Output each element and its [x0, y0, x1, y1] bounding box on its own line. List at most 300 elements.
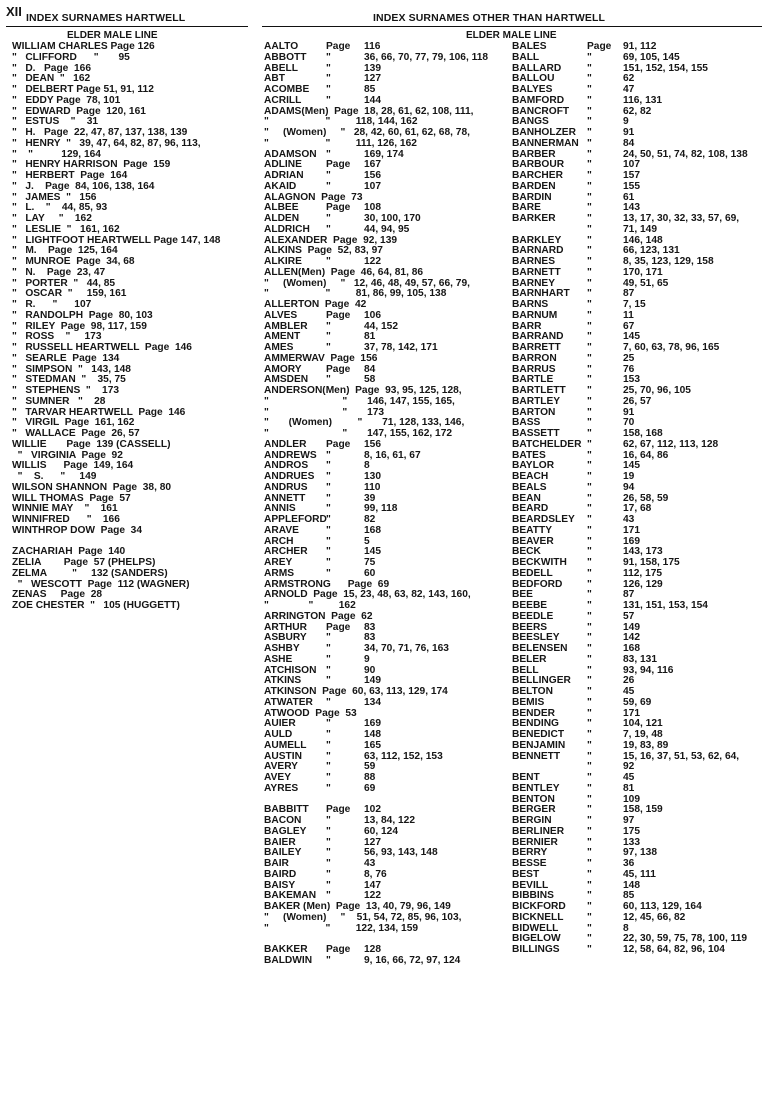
- entry-text: WINNIE MAY " 161: [12, 504, 118, 515]
- entry-text: " RANDOLPH Page 80, 103: [12, 310, 153, 321]
- index-entry: [264, 601, 512, 612]
- page-numbers: 11: [623, 310, 634, 321]
- entry-text: " DEAN " 162: [12, 74, 91, 85]
- index-entry: [12, 279, 258, 290]
- surname: BARKER: [512, 214, 556, 224]
- index-entry: [512, 827, 770, 838]
- index-entry: [264, 494, 512, 505]
- page-marker: ": [326, 515, 331, 525]
- surname-index-column-a: [264, 42, 512, 967]
- surname: ANNIS: [264, 504, 296, 515]
- index-entry: [512, 397, 770, 408]
- index-entry: [512, 451, 770, 462]
- page-numbers: 175: [623, 826, 640, 837]
- index-entry: [264, 752, 512, 763]
- index-entry: [264, 590, 512, 601]
- page-numbers: 104, 121: [623, 719, 663, 730]
- index-entry: [512, 440, 770, 451]
- page-numbers: 156: [364, 171, 381, 181]
- page-marker: ": [587, 418, 592, 429]
- surname: ABBOTT: [264, 52, 307, 63]
- page-marker: ": [587, 934, 592, 945]
- page-numbers: 145: [623, 461, 640, 472]
- page-numbers: 12, 45, 66, 82: [623, 912, 686, 923]
- page-numbers: 60, 113, 129, 164: [623, 902, 702, 912]
- surname: BAGLEY: [264, 826, 307, 837]
- surname: BARDEN: [512, 181, 556, 192]
- index-entry: [264, 74, 512, 85]
- index-entry: [264, 279, 512, 290]
- index-entry: [512, 386, 770, 397]
- surname: BIDWELL: [512, 923, 559, 934]
- page-numbers: 158, 159: [623, 805, 663, 816]
- page-marker: ": [326, 783, 331, 794]
- page-marker: ": [326, 740, 331, 751]
- page-marker: ": [587, 590, 592, 601]
- entry-text: ALLEN(Men) Page 46, 64, 81, 86: [264, 267, 424, 278]
- page-marker: ": [587, 837, 592, 848]
- index-entry: [264, 687, 512, 698]
- index-entry: [264, 418, 512, 429]
- index-entry: [264, 805, 512, 816]
- index-entry: [264, 956, 512, 967]
- page-marker: ": [587, 848, 592, 859]
- page-numbers: 148: [623, 880, 640, 891]
- surname: ATKINS: [264, 676, 302, 687]
- page-marker: ": [587, 310, 592, 321]
- index-entry: [512, 311, 770, 322]
- page-marker: ": [587, 278, 592, 289]
- surname: BERGER: [512, 805, 556, 816]
- surname: BEERS: [512, 622, 548, 633]
- index-entry: [12, 268, 258, 279]
- page-numbers: 87: [623, 590, 635, 601]
- surname: BEE: [512, 590, 533, 601]
- page-marker: ": [587, 246, 592, 257]
- surname: BALL: [512, 52, 540, 63]
- page-numbers: 91: [623, 407, 635, 418]
- page-numbers: 134: [364, 697, 381, 708]
- index-entry: [264, 354, 512, 365]
- index-entry: [512, 687, 770, 698]
- surname: ARCHER: [264, 547, 308, 558]
- page-numbers: 8, 76: [364, 869, 387, 880]
- page-marker: ": [587, 719, 592, 730]
- page-numbers: 26: [623, 676, 635, 687]
- entry-text: " MUNROE Page 34, 68: [12, 257, 135, 267]
- page-marker: ": [326, 450, 331, 461]
- page-marker: ": [326, 719, 331, 730]
- page-numbers: 62, 82: [623, 106, 652, 117]
- page-marker: ": [587, 515, 592, 525]
- surname: AREY: [264, 558, 293, 568]
- page-numbers: 56, 93, 143, 148: [364, 848, 438, 859]
- index-entry: [512, 816, 770, 827]
- surname: BEARDSLEY: [512, 515, 575, 525]
- index-entry: [12, 225, 258, 236]
- page-numbers: 143, 173: [623, 547, 663, 558]
- page-numbers: 25: [623, 353, 635, 364]
- surname: BARNS: [512, 300, 549, 310]
- page-numbers: 126, 129: [623, 579, 663, 590]
- page-marker: ": [587, 826, 592, 837]
- index-entry: [512, 408, 770, 419]
- index-entry: [264, 365, 512, 376]
- page-numbers: 8, 35, 123, 129, 158: [623, 257, 714, 267]
- page-numbers: 156: [364, 439, 381, 450]
- page-marker: ": [587, 95, 592, 106]
- page-numbers: 70: [623, 418, 635, 429]
- page-numbers: 59: [364, 762, 376, 773]
- index-entry: [264, 730, 512, 741]
- index-entry: [264, 408, 512, 419]
- page-numbers: 85: [364, 85, 376, 95]
- left-subheader: ELDER MALE LINE: [67, 30, 158, 41]
- index-entry: [512, 891, 770, 902]
- page-marker: ": [587, 740, 592, 751]
- page-numbers: 81: [623, 783, 635, 794]
- page-marker: ": [587, 149, 592, 160]
- index-entry: [512, 53, 770, 64]
- index-entry: [12, 386, 258, 397]
- page-marker: ": [587, 794, 592, 805]
- surname: BEALS: [512, 482, 547, 493]
- index-entry: [512, 322, 770, 333]
- page-marker: ": [326, 343, 331, 353]
- surname: BAISY: [264, 880, 296, 891]
- index-entry: [12, 472, 258, 483]
- index-entry: [264, 160, 512, 171]
- index-entry: [12, 451, 258, 462]
- page-numbers: 99, 118: [364, 504, 398, 515]
- index-entry: [264, 515, 512, 526]
- surname: BALYES: [512, 85, 553, 95]
- page-numbers: 9: [623, 117, 629, 128]
- index-entry: [12, 150, 258, 161]
- index-entry: [12, 300, 258, 311]
- right-subheader: ELDER MALE LINE: [466, 30, 557, 41]
- surname: AKAID: [264, 181, 297, 192]
- surname: BARRAND: [512, 332, 564, 343]
- page-marker: ": [587, 687, 592, 697]
- surname: ASHE: [264, 654, 293, 665]
- page-numbers: 69, 105, 145: [623, 52, 680, 63]
- surname: BENEDICT: [512, 730, 565, 740]
- surname: BARBER: [512, 149, 556, 160]
- page-marker: ": [587, 912, 592, 923]
- entry-text: " LIGHTFOOT HEARTWELL Page 147, 148: [12, 235, 221, 246]
- entry-text: " WESCOTT Page 112 (WAGNER): [12, 579, 190, 590]
- index-entry: [264, 773, 512, 784]
- surname: BARTLETT: [512, 386, 566, 396]
- index-entry: [12, 397, 258, 408]
- page-numbers: 7, 19, 48: [623, 730, 663, 740]
- index-entry: [512, 881, 770, 892]
- surname: BEAN: [512, 493, 541, 504]
- page-marker: ": [587, 525, 592, 536]
- entry-text: ARNOLD Page 15, 23, 48, 63, 82, 143, 160,: [264, 590, 471, 601]
- index-entry: [512, 139, 770, 150]
- page-numbers: 116: [364, 42, 381, 52]
- surname: AUMELL: [264, 740, 307, 751]
- page-marker: ": [326, 955, 331, 966]
- page-numbers: 83: [364, 622, 376, 633]
- page-numbers: 169, 174: [364, 149, 404, 160]
- surname: BAIR: [264, 859, 289, 869]
- page-marker: ": [587, 579, 592, 590]
- page-numbers: 61: [623, 192, 635, 203]
- surname: BANHOLZER: [512, 128, 576, 138]
- surname: BARNARD: [512, 246, 564, 257]
- page-marker: ": [326, 730, 331, 740]
- index-entry: [264, 698, 512, 709]
- index-entry: [12, 246, 258, 257]
- surname: BABBITT: [264, 805, 309, 816]
- page-marker: ": [326, 85, 331, 95]
- page-numbers: 109: [623, 794, 640, 805]
- surname: BARNUM: [512, 310, 558, 321]
- page-numbers: 85: [623, 891, 635, 902]
- page-numbers: 92: [623, 762, 635, 773]
- index-entry: [264, 784, 512, 795]
- surname: BARNHART: [512, 289, 570, 300]
- index-entry: [264, 709, 512, 720]
- page-numbers: 60: [364, 568, 376, 579]
- index-entry: [512, 945, 770, 956]
- index-entry: [12, 494, 258, 505]
- index-entry: [12, 193, 258, 204]
- entry-text: " EDWARD Page 120, 161: [12, 106, 146, 117]
- page-numbers: 91, 112: [623, 42, 657, 52]
- page-numbers: 91, 158, 175: [623, 558, 680, 568]
- entry-text: " " 122, 134, 159: [264, 923, 419, 934]
- index-entry: [12, 203, 258, 214]
- page-numbers: 149: [623, 622, 640, 633]
- index-entry: [264, 881, 512, 892]
- index-entry: [512, 644, 770, 655]
- index-entry: [264, 451, 512, 462]
- page-marker: ": [326, 891, 331, 902]
- page-marker: ": [587, 321, 592, 332]
- index-entry: [264, 483, 512, 494]
- surname: BARTLEY: [512, 396, 561, 407]
- index-entry: [12, 171, 258, 182]
- page-marker: ": [326, 461, 331, 472]
- page-marker: ": [587, 203, 592, 214]
- index-entry: [264, 171, 512, 182]
- surname: BAMFORD: [512, 95, 565, 106]
- entry-text: ALKINS Page 52, 83, 97: [264, 246, 383, 257]
- index-entry: [264, 655, 512, 666]
- page-numbers: 157: [623, 171, 640, 181]
- index-entry: [12, 558, 258, 569]
- entry-text: " " 81, 86, 99, 105, 138: [264, 289, 447, 300]
- index-entry: [264, 612, 512, 623]
- entry-text: " (Women) " 12, 46, 48, 49, 57, 66, 79,: [264, 278, 470, 289]
- index-entry: [512, 730, 770, 741]
- index-entry: [264, 300, 512, 311]
- page-marker: ": [587, 783, 592, 794]
- index-entry: [264, 838, 512, 849]
- index-entry: [512, 558, 770, 569]
- surname: BATES: [512, 450, 546, 461]
- page-number: XII: [6, 4, 22, 19]
- index-entry: [512, 709, 770, 720]
- entry-text: " L. " 44, 85, 93: [12, 203, 108, 214]
- surname: BALLARD: [512, 63, 562, 74]
- entry-text: " N. Page 23, 47: [12, 267, 106, 278]
- page-marker: ": [326, 224, 331, 235]
- entry-text: " LESLIE " 161, 162: [12, 224, 120, 235]
- index-entry: [512, 773, 770, 784]
- page-numbers: 83: [364, 633, 376, 644]
- page-marker: ": [326, 74, 331, 85]
- page-marker: ": [587, 773, 592, 783]
- page-numbers: 97: [623, 816, 635, 826]
- index-entry: [512, 494, 770, 505]
- index-entry: [512, 246, 770, 257]
- page-marker: ": [326, 63, 331, 74]
- entry-text: " LAY " 162: [12, 214, 92, 224]
- page-marker: ": [587, 644, 592, 654]
- page-marker: Page: [326, 945, 351, 955]
- index-entry: [512, 913, 770, 924]
- surname: ALVES: [264, 310, 298, 321]
- page-numbers: 171: [623, 525, 640, 536]
- surname: BICKNELL: [512, 912, 564, 923]
- index-entry: [512, 171, 770, 182]
- index-entry: [264, 85, 512, 96]
- index-entry: [512, 934, 770, 945]
- entry-text: " " 118, 144, 162: [264, 117, 418, 128]
- surname: AALTO: [264, 42, 299, 52]
- page-numbers: 171: [623, 708, 640, 719]
- page-marker: ": [587, 697, 592, 708]
- page-numbers: 66, 123, 131: [623, 246, 680, 257]
- surname: AMES: [264, 343, 294, 353]
- index-entry: [12, 53, 258, 64]
- surname: ASBURY: [264, 633, 307, 644]
- page-numbers: 26, 58, 59: [623, 493, 669, 504]
- page-marker: ": [587, 300, 592, 310]
- page-marker: ": [587, 85, 592, 95]
- page-numbers: 60, 124: [364, 826, 398, 837]
- index-entry: [512, 590, 770, 601]
- entry-text: " SEARLE Page 134: [12, 353, 120, 364]
- entry-text: WILLIE Page 139 (CASSELL): [12, 439, 171, 450]
- page-numbers: 122: [364, 891, 381, 902]
- entry-text: " TARVAR HEARTWELL Page 146: [12, 407, 186, 418]
- page-numbers: 47: [623, 85, 635, 95]
- page-marker: Page: [326, 310, 351, 321]
- page-marker: ": [326, 848, 331, 859]
- index-entry: [264, 924, 512, 935]
- index-entry: [264, 236, 512, 247]
- index-entry: [264, 666, 512, 677]
- page-marker: ": [587, 396, 592, 407]
- page-marker: ": [326, 654, 331, 665]
- page-numbers: 122: [364, 257, 381, 267]
- page-numbers: 17, 68: [623, 504, 652, 515]
- surname: BEST: [512, 869, 540, 880]
- surname: BARBOUR: [512, 160, 565, 171]
- surname: BARTLE: [512, 375, 554, 386]
- index-entry: [12, 236, 258, 247]
- page-numbers: 26, 57: [623, 396, 652, 407]
- hartwell-index-column: [12, 42, 258, 612]
- page-numbers: 165: [364, 740, 381, 751]
- page-numbers: 153: [623, 375, 640, 386]
- index-entry: [264, 203, 512, 214]
- page-marker: ": [326, 859, 331, 869]
- index-entry: [512, 719, 770, 730]
- index-entry: [512, 902, 770, 913]
- surname: ALBEE: [264, 203, 299, 214]
- page-numbers: 83, 131: [623, 654, 657, 665]
- surname: AMSDEN: [264, 375, 309, 386]
- page-marker: ": [587, 923, 592, 934]
- entry-text: ATKINSON Page 60, 63, 113, 129, 174: [264, 687, 448, 697]
- page-marker: ": [587, 945, 592, 955]
- index-entry: [512, 526, 770, 537]
- index-entry: [12, 515, 258, 526]
- entry-text: AMMERWAV Page 156: [264, 353, 378, 364]
- page-numbers: 71, 149: [623, 224, 657, 235]
- page-numbers: 30, 100, 170: [364, 214, 421, 224]
- page-numbers: 12, 58, 64, 82, 96, 104: [623, 945, 725, 955]
- surname: AYRES: [264, 783, 299, 794]
- page-numbers: 139: [364, 63, 381, 74]
- surname: BAIRD: [264, 869, 297, 880]
- page-marker: ": [326, 633, 331, 644]
- surname: BARNEY: [512, 278, 556, 289]
- surname: BARRUS: [512, 364, 556, 375]
- index-entry: [512, 429, 770, 440]
- index-entry: [512, 601, 770, 612]
- index-entry: [512, 289, 770, 300]
- page-marker: ": [326, 773, 331, 783]
- page-marker: ": [587, 224, 592, 235]
- page-marker: Page: [326, 439, 351, 450]
- page-marker: ": [326, 837, 331, 848]
- surname: BALES: [512, 42, 547, 52]
- index-entry: [512, 633, 770, 644]
- page-marker: ": [587, 708, 592, 719]
- page-numbers: 36, 66, 70, 77, 79, 106, 118: [364, 52, 489, 63]
- surname: BACON: [264, 816, 302, 826]
- index-entry: [512, 569, 770, 580]
- index-entry: [12, 408, 258, 419]
- page-marker: ": [326, 676, 331, 687]
- page-numbers: 49, 51, 65: [623, 278, 669, 289]
- page-numbers: 57: [623, 611, 635, 622]
- index-entry: [12, 42, 258, 53]
- page-numbers: 168: [623, 644, 640, 654]
- index-entry: [12, 354, 258, 365]
- page-marker: ": [587, 450, 592, 461]
- entry-text: ATWOOD Page 53: [264, 708, 357, 719]
- page-marker: ": [587, 267, 592, 278]
- page-numbers: 127: [364, 74, 381, 85]
- page-numbers: 146, 148: [623, 235, 663, 246]
- index-entry: [512, 752, 770, 763]
- page-numbers: 25, 70, 96, 105: [623, 386, 691, 396]
- surname: ATCHISON: [264, 665, 317, 676]
- entry-text: WILLIAM CHARLES Page 126: [12, 42, 155, 52]
- index-entry: [512, 203, 770, 214]
- index-entry: [512, 472, 770, 483]
- surname: BEDELL: [512, 568, 553, 579]
